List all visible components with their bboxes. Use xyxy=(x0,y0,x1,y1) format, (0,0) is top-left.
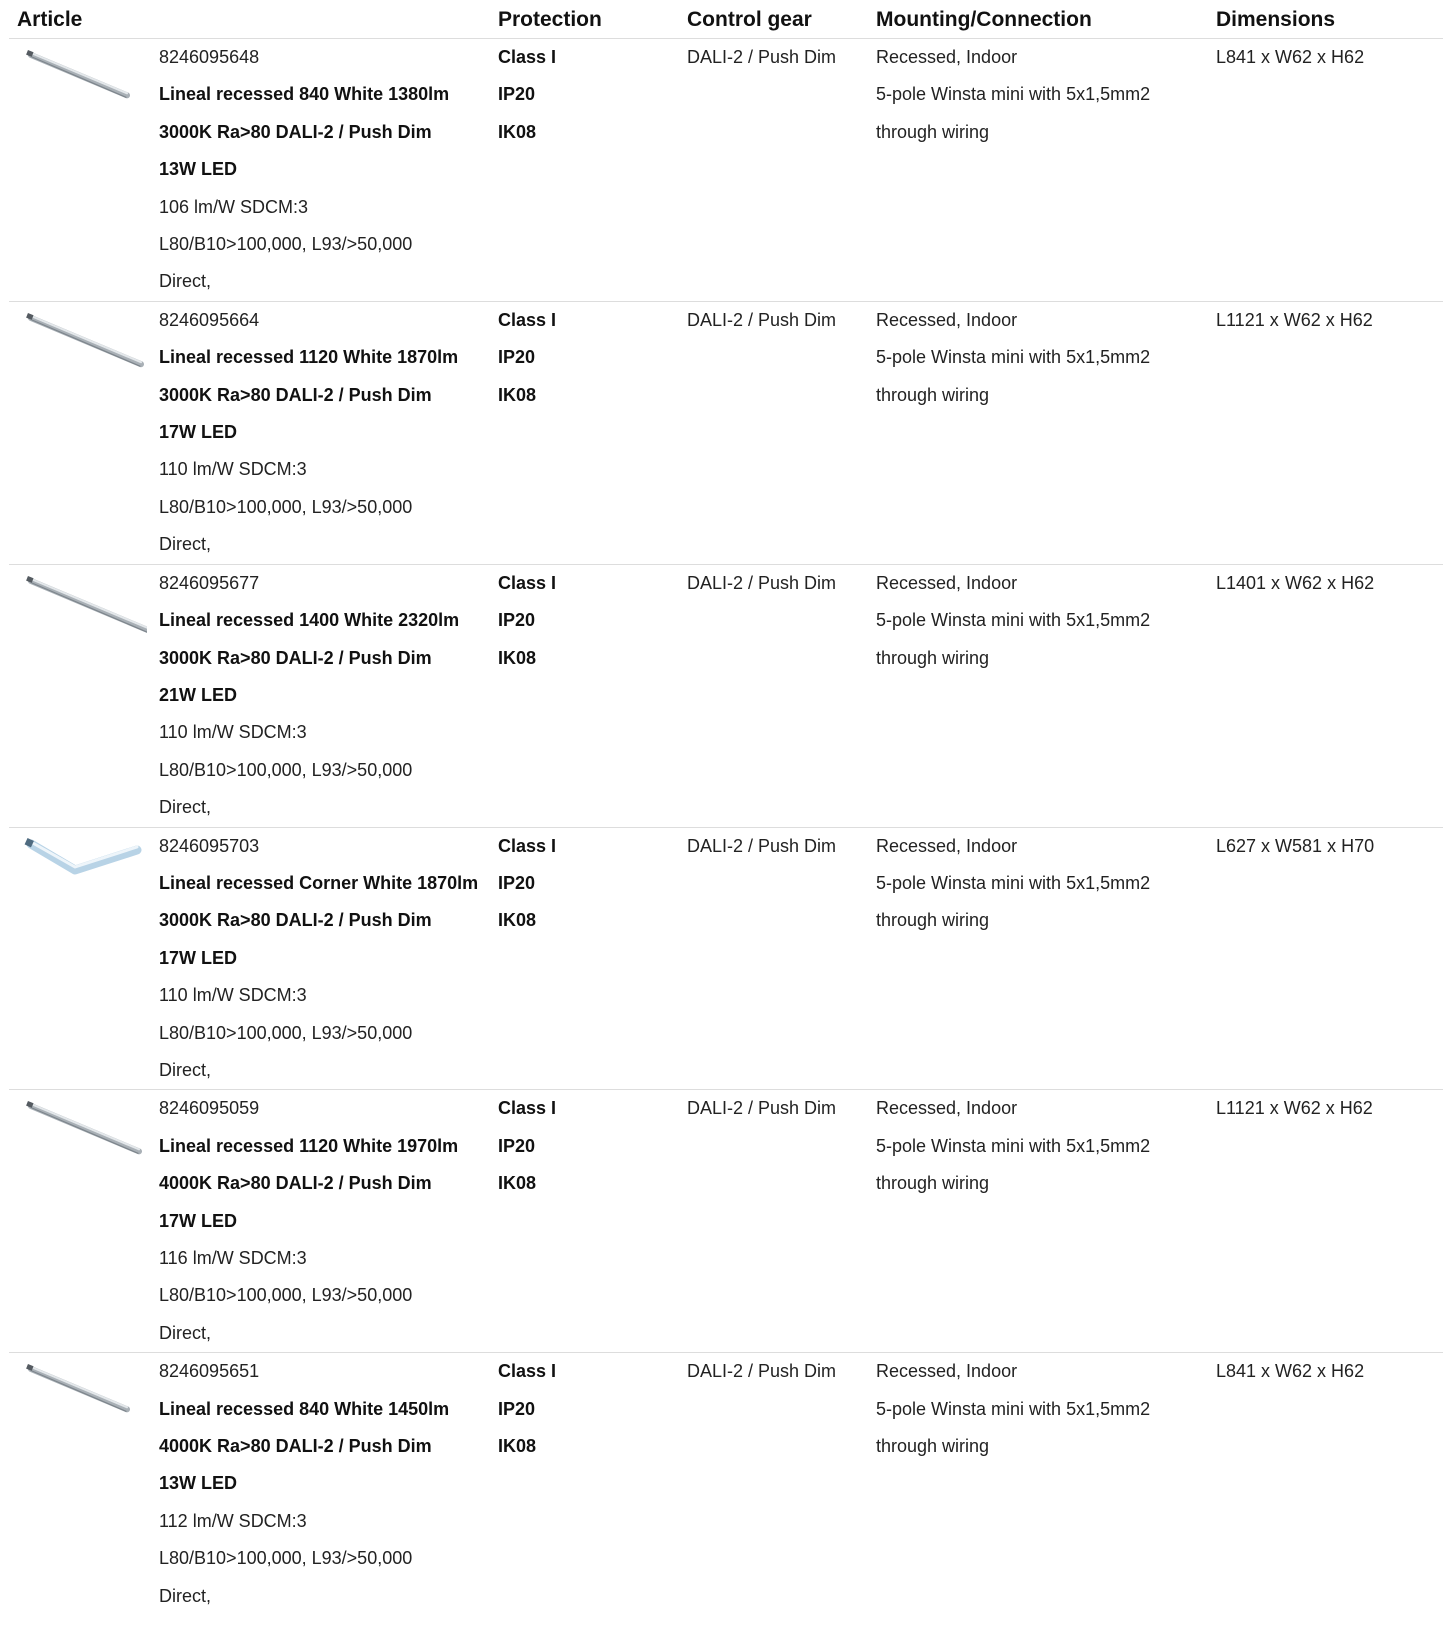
mounting-cell xyxy=(876,828,1216,1090)
article-efficacy: 110 lm/W SDCM:3 xyxy=(159,459,307,480)
article-distribution: Direct, xyxy=(159,1322,212,1343)
protection-value: Class I xyxy=(498,835,557,856)
article-cell xyxy=(159,565,498,827)
dimensions-value: L1121 x W62 x H62 xyxy=(1216,309,1373,330)
dimensions-cell xyxy=(1216,302,1443,564)
protection-value: IP20 xyxy=(498,84,536,105)
mounting-cell xyxy=(876,1353,1216,1615)
article-code: 8246095648 xyxy=(159,47,260,67)
product-table xyxy=(9,0,1443,1615)
dimensions-cell xyxy=(1216,39,1443,301)
article-cell xyxy=(159,828,498,1090)
mounting-value: through wiring xyxy=(876,647,990,668)
protection-value: Class I xyxy=(498,309,557,330)
table-row xyxy=(9,565,1443,828)
protection-cell xyxy=(498,565,687,827)
article-lifetime: L80/B10>100,000, L93/>50,000 xyxy=(159,496,413,517)
table-body xyxy=(9,39,1443,1615)
mounting-value: Recessed, Indoor xyxy=(876,1361,1018,1382)
table-row xyxy=(9,1353,1443,1615)
article-distribution: Direct, xyxy=(159,534,212,555)
control-gear-value: DALI-2 / Push Dim xyxy=(687,47,837,67)
control-gear-cell xyxy=(687,302,876,564)
luminaire-thumbnail xyxy=(17,569,147,639)
protection-value: IK08 xyxy=(498,910,537,931)
dimensions-value: L1401 x W62 x H62 xyxy=(1216,572,1375,593)
control-gear-cell xyxy=(687,828,876,1090)
article-code: 8246095664 xyxy=(159,309,260,330)
protection-value: IK08 xyxy=(498,1436,537,1457)
header-protection: Protection xyxy=(498,8,602,31)
mounting-value: 5-pole Winsta mini with 5x1,5mm2 xyxy=(876,347,1151,368)
article-title: Lineal recessed 1120 White 1970lm 4000K Ra>80 DALI-2 / Push Dim xyxy=(159,1135,459,1194)
product-image-cell xyxy=(9,302,159,564)
article-power: 13W LED xyxy=(159,159,238,180)
control-gear-cell xyxy=(687,1090,876,1352)
protection-value: IP20 xyxy=(498,1398,536,1419)
control-gear-value: DALI-2 / Push Dim xyxy=(687,835,837,856)
table-row xyxy=(9,39,1443,302)
mounting-value: 5-pole Winsta mini with 5x1,5mm2 xyxy=(876,610,1151,631)
luminaire-thumbnail xyxy=(17,43,147,113)
product-image-cell xyxy=(9,39,159,301)
protection-cell xyxy=(498,1353,687,1615)
article-lifetime: L80/B10>100,000, L93/>50,000 xyxy=(159,234,413,255)
protection-value: IK08 xyxy=(498,121,537,142)
mounting-cell xyxy=(876,302,1216,564)
mounting-value: 5-pole Winsta mini with 5x1,5mm2 xyxy=(876,872,1151,893)
article-title: Lineal recessed 840 White 1450lm 4000K Ra>80 DALI-2 / Push Dim xyxy=(159,1398,450,1457)
control-gear-cell xyxy=(687,565,876,827)
article-power: 13W LED xyxy=(159,1473,238,1494)
control-gear-value: DALI-2 / Push Dim xyxy=(687,309,837,330)
table-row xyxy=(9,302,1443,565)
article-lifetime: L80/B10>100,000, L93/>50,000 xyxy=(159,759,413,780)
article-lifetime: L80/B10>100,000, L93/>50,000 xyxy=(159,1548,413,1569)
luminaire-thumbnail xyxy=(17,306,147,376)
dimensions-value: L627 x W581 x H70 xyxy=(1216,835,1375,856)
protection-value: Class I xyxy=(498,1361,557,1382)
table-row xyxy=(9,1090,1443,1353)
dimensions-cell xyxy=(1216,1090,1443,1352)
mounting-cell xyxy=(876,39,1216,301)
article-code: 8246095059 xyxy=(159,1098,260,1119)
table-row xyxy=(9,828,1443,1091)
protection-cell xyxy=(498,828,687,1090)
article-cell xyxy=(159,39,498,301)
article-title: Lineal recessed 1400 White 2320lm 3000K Ra>80 DALI-2 / Push Dim xyxy=(159,610,460,668)
dimensions-cell xyxy=(1216,565,1443,827)
protection-value: Class I xyxy=(498,572,557,593)
mounting-value: 5-pole Winsta mini with 5x1,5mm2 xyxy=(876,1135,1151,1156)
dimensions-value: L841 x W62 x H62 xyxy=(1216,47,1365,67)
protection-value: IP20 xyxy=(498,610,536,631)
control-gear-cell xyxy=(687,39,876,301)
protection-cell xyxy=(498,39,687,301)
product-image-cell xyxy=(9,1353,159,1615)
article-efficacy: 116 lm/W SDCM:3 xyxy=(159,1248,307,1268)
luminaire-thumbnail xyxy=(17,832,147,902)
dimensions-value: L1121 x W62 x H62 xyxy=(1216,1098,1373,1119)
protection-value: IK08 xyxy=(498,647,537,668)
protection-value: Class I xyxy=(498,1098,557,1119)
article-cell xyxy=(159,1353,498,1615)
dimensions-cell xyxy=(1216,1353,1443,1615)
protection-value: IP20 xyxy=(498,872,536,893)
article-efficacy: 110 lm/W SDCM:3 xyxy=(159,722,307,743)
protection-value: IP20 xyxy=(498,347,536,368)
article-power: 21W LED xyxy=(159,684,238,705)
control-gear-value: DALI-2 / Push Dim xyxy=(687,572,837,593)
header-article: Article xyxy=(17,8,83,31)
article-code: 8246095651 xyxy=(159,1361,260,1382)
product-image-cell xyxy=(9,828,159,1090)
protection-cell xyxy=(498,302,687,564)
mounting-value: through wiring xyxy=(876,1173,990,1194)
control-gear-value: DALI-2 / Push Dim xyxy=(687,1098,837,1119)
mounting-value: 5-pole Winsta mini with 5x1,5mm2 xyxy=(876,1398,1151,1419)
mounting-value: through wiring xyxy=(876,384,990,405)
article-cell xyxy=(159,1090,498,1352)
article-distribution: Direct, xyxy=(159,271,212,292)
product-image-cell xyxy=(9,565,159,827)
article-lifetime: L80/B10>100,000, L93/>50,000 xyxy=(159,1022,413,1043)
mounting-cell xyxy=(876,565,1216,827)
header-control-gear: Control gear xyxy=(687,8,812,31)
article-efficacy: 110 lm/W SDCM:3 xyxy=(159,985,307,1006)
mounting-value: Recessed, Indoor xyxy=(876,835,1018,856)
mounting-value: Recessed, Indoor xyxy=(876,47,1018,67)
article-power: 17W LED xyxy=(159,947,238,968)
article-title: Lineal recessed 840 White 1380lm 3000K Ra>80 DALI-2 / Push Dim xyxy=(159,84,450,142)
dimensions-value: L841 x W62 x H62 xyxy=(1216,1361,1365,1382)
header-dimensions: Dimensions xyxy=(1216,8,1336,31)
header-mounting: Mounting/Connection xyxy=(876,8,1092,31)
protection-value: IP20 xyxy=(498,1135,536,1156)
article-distribution: Direct, xyxy=(159,797,212,818)
article-efficacy: 106 lm/W SDCM:3 xyxy=(159,196,309,217)
dimensions-cell xyxy=(1216,828,1443,1090)
mounting-value: Recessed, Indoor xyxy=(876,1098,1018,1119)
article-distribution: Direct, xyxy=(159,1059,212,1080)
article-code: 8246095703 xyxy=(159,835,260,856)
protection-cell xyxy=(498,1090,687,1352)
control-gear-value: DALI-2 / Push Dim xyxy=(687,1361,837,1382)
mounting-value: 5-pole Winsta mini with 5x1,5mm2 xyxy=(876,84,1151,105)
article-cell xyxy=(159,302,498,564)
article-title: Lineal recessed 1120 White 1870lm 3000K Ra>80 DALI-2 / Push Dim xyxy=(159,347,459,405)
control-gear-cell xyxy=(687,1353,876,1615)
mounting-cell xyxy=(876,1090,1216,1352)
article-power: 17W LED xyxy=(159,422,238,443)
luminaire-thumbnail xyxy=(17,1357,147,1427)
protection-value: IK08 xyxy=(498,384,537,405)
luminaire-thumbnail xyxy=(17,1094,147,1164)
mounting-value: through wiring xyxy=(876,910,990,931)
mounting-value: through wiring xyxy=(876,1436,990,1457)
product-image-cell xyxy=(9,1090,159,1352)
article-code: 8246095677 xyxy=(159,572,260,593)
article-distribution: Direct, xyxy=(159,1585,212,1606)
article-power: 17W LED xyxy=(159,1210,238,1231)
protection-value: IK08 xyxy=(498,1173,537,1194)
article-efficacy: 112 lm/W SDCM:3 xyxy=(159,1510,307,1531)
protection-value: Class I xyxy=(498,47,557,67)
article-lifetime: L80/B10>100,000, L93/>50,000 xyxy=(159,1285,413,1306)
article-title: Lineal recessed Corner White 1870lm 3000K Ra>80 DALI-2 / Push Dim xyxy=(159,872,479,931)
mounting-value: through wiring xyxy=(876,121,990,142)
table-header xyxy=(9,0,1443,39)
mounting-value: Recessed, Indoor xyxy=(876,572,1018,593)
mounting-value: Recessed, Indoor xyxy=(876,309,1018,330)
